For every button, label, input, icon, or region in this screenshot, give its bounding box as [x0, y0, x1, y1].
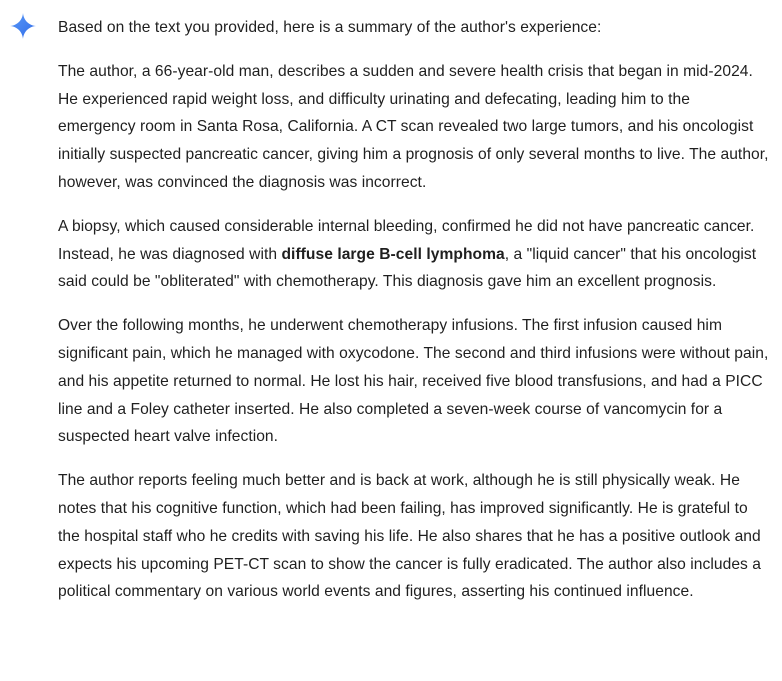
summary-paragraph-3: Over the following months, he underwent chemotherapy infusions. The first infusion caused him significant pain, which he managed with oxycodone. The second and third infusions were without pain, and his appetite returned to normal. He lost his hair, received five blood transfusions, and had a PICC line and a Foley catheter inserted. He also completed a seven-week course of vancomycin for a suspected heart valve infection. — [58, 317, 769, 446]
intro-text: Based on the text you provided, here is a summary of the author's experience: — [58, 19, 602, 36]
p2-text-end: , a "liquid cancer" that his oncologist said could be "obliterated" with chemotherapy. This diagnosis gave him an excellent prognosis. — [58, 245, 757, 291]
summary-paragraph-2 — [58, 213, 770, 296]
response-text — [58, 14, 770, 622]
gemini-sparkle-icon — [10, 13, 36, 39]
summary-paragraph-1: The author, a 66-year-old man, describes a sudden and severe health crisis that began in mid-2024. He experienced rapid weight loss, and difficulty urinating and defecating, leading him to the emergency room in Santa Rosa, California. A CT scan revealed two large tumors, and his oncologist initially suspected pancreatic cancer, giving him a prognosis of only several months to live. The author, however, was convinced the diagnosis was incorrect. — [58, 62, 769, 191]
p2-text-start: A biopsy, which caused considerable internal bleeding, confirmed he did not have pancreatic cancer. Instead, he was diagnosed with — [58, 217, 755, 263]
diagnosis-bold-text: diffuse large B-cell lymphoma — [281, 245, 505, 263]
summary-paragraph-4: The author reports feeling much better and is back at work, although he is still physically weak. He notes that his cognitive function, which had been failing, has improved significantly. He is grateful to the hospital staff who he credits with saving his life. He also shares that he has a positive outlook and expects his upcoming PET-CT scan to show the cancer is fully eradicated. The author also includes a political commentary on various world events and figures, asserting his continued influence. — [58, 472, 761, 601]
